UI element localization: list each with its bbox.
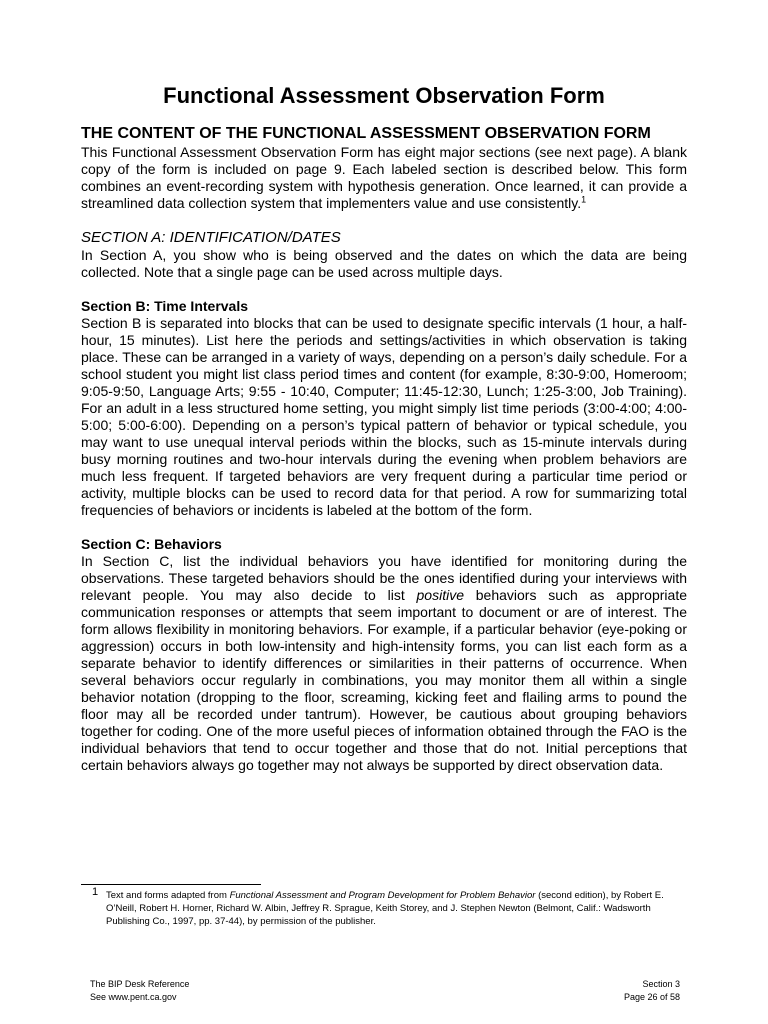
intro-text: This Functional Assessment Observation Form has eight major sections (see next page). A blank copy of the form is included on page 9. Each labeled section is described below. This form combines an event-recording system with hypothesis generation. Once learned, it can provide a streamlined data collection system that implementers value and use consistently.	[81, 144, 687, 211]
footer-page-number: Page 26 of 58	[623, 992, 680, 1002]
section-c-text-part1: In Section C, list the individual behaviors you have identified for monitoring during the observations. These targeted behaviors should be the ones identified during your interviews with relevant people. You may also decide to list	[81, 553, 687, 603]
section-c-text	[81, 553, 687, 774]
section-b-text: Section B is separated into blocks that can be used to designate specific intervals (1 hour, a half-hour, 15 minutes). List here the periods and settings/activities in which observation is taking place. These can be arranged in a variety of ways, depending on a person’s daily schedule. For a school student you might list class period times and content (for example, 8:30-9:00, Homeroom; 9:05-9:50, Language Arts; 9:55 - 10:40, Computer; 11:45-12:30, Lunch; 1:25-3:00, Job Training). For an adult in a less structured home setting, you might simply list time periods (3:00-4:00; 4:00-5:00; 5:00-6:00). Depending on a person’s typical pattern of behavior or typical schedule, you may want to use unequal interval periods within the blocks, such as 15-minute intervals during busy morning routines and two-hour intervals during the evening when problem behaviors are much less frequent. If targeted behaviors are very frequent during a particular time period or activity, multiple blocks can be used to record data for that period. A row for summarizing total frequencies of behaviors or incidents is labeled at the bottom of the form.	[81, 315, 687, 518]
footnote-text-part1: Text and forms adapted from	[106, 890, 230, 901]
footnote	[92, 886, 690, 928]
section-c-heading: Section C: Behaviors	[81, 536, 222, 552]
section-a-heading: SECTION A: IDENTIFICATION/DATES	[81, 229, 341, 246]
page-title: Functional Assessment Observation Form	[163, 83, 605, 108]
footer-right	[624, 978, 680, 1004]
content-heading: THE CONTENT OF THE FUNCTIONAL ASSESSMENT OBSERVATION FORM	[81, 125, 651, 142]
footnote-divider	[81, 884, 261, 885]
intro-paragraph	[81, 144, 687, 212]
footnote-book-title: Functional Assessment and Program Development for Problem Behavior	[229, 890, 536, 901]
footer-left	[90, 978, 189, 1004]
footnote-marker[interactable]: 1	[581, 194, 587, 205]
section-b-heading: Section B: Time Intervals	[81, 298, 249, 314]
footnote-number: 1	[92, 886, 99, 898]
document-body	[81, 124, 687, 774]
section-a-text: In Section A, you show who is being observed and the dates on which the data are being collected. Note that a single page can be used across multiple days.	[81, 247, 687, 280]
footnote-text-part2: (second edition), by Robert E. O’Neill, Robert H. Horner, Richard W. Albin, Jeffrey R. Sprague, Keith Storey, and J. Stephen Newton (Belmont, Calif.: Wadsworth Publishing Co., 1997, pp. 37-44), by permission of the publisher.	[106, 890, 664, 927]
section-c-italic-word: positive	[416, 587, 464, 603]
footer-section: Section 3	[642, 979, 680, 989]
footer-website[interactable]: See www.pent.ca.gov	[90, 992, 177, 1002]
footer-publication: The BIP Desk Reference	[90, 979, 190, 989]
section-c-text-part2: behaviors such as appropriate communication responses or attempts that seem important to document or are of interest. The form allows flexibility in monitoring behaviors. For example, if a particular behavior (eye-poking or aggression) occurs in both low-intensity and high-intensity forms, you can list each form as a separate behavior to identify differences or similarities in their patterns of occurrence. When several behaviors occur regularly in combinations, you may monitor them all within a single behavior notation (dropping to the floor, screaming, kicking feet and flailing arms to pound the floor may all be recorded under tantrum). However, be cautious about grouping behaviors together for coding. One of the more useful pieces of information obtained through the FAO is the individual behaviors that tend to occur together and those that do not. Initial perceptions that certain behaviors always go together may not always be supported by direct observation data.	[81, 587, 687, 773]
